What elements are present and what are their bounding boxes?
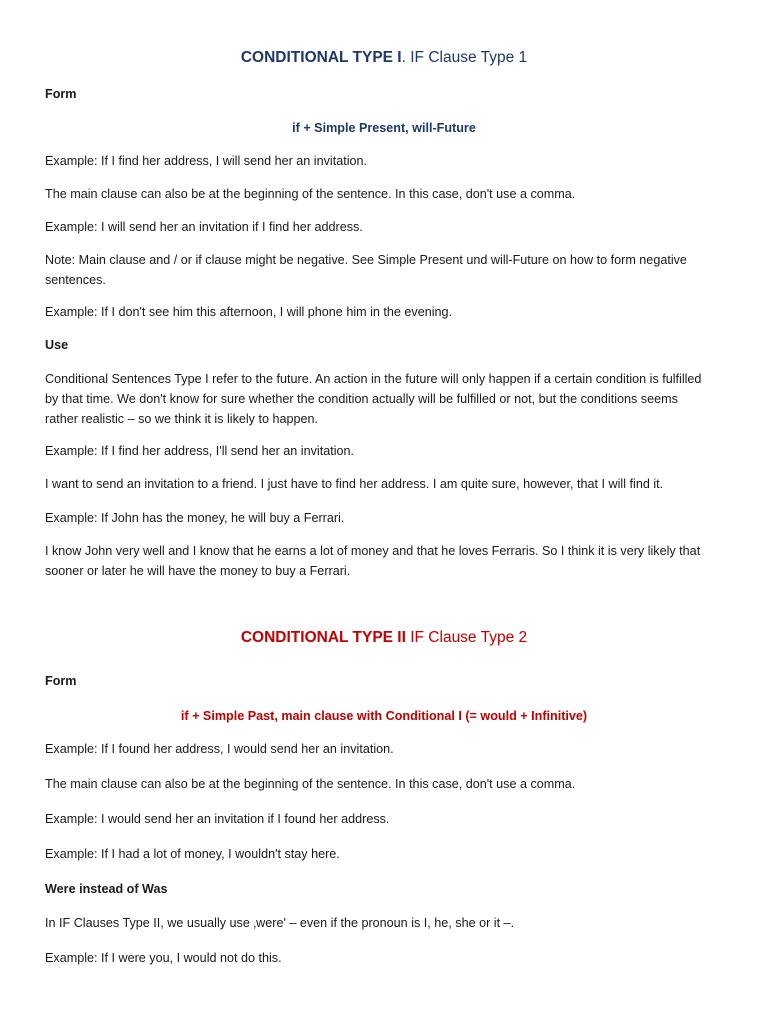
section2-formula: if + Simple Past, main clause with Conditional I (= would + Infinitive) — [180, 709, 588, 723]
section2-were-text: In IF Clauses Type II, we usually use ‚were' – even if the pronoun is I, he, she or it –. — [45, 916, 515, 930]
section2-example4: Example: If I were you, I would not do this. — [45, 951, 282, 965]
section2-heading-bold: CONDITIONAL TYPE II — [240, 629, 406, 646]
section1-use-label: Use — [45, 338, 69, 352]
section1-form-label: Form — [45, 87, 77, 101]
section1-example4: Example: If I find her address, I'll send her an invitation. — [45, 444, 355, 458]
section1-heading — [0, 47, 768, 69]
section1-note-line2: sentences. — [45, 273, 106, 287]
section1-example5: Example: If John has the money, he will buy a Ferrari. — [45, 511, 345, 525]
section1-example2: Example: I will send her an invitation if I find her address. — [45, 220, 363, 234]
section1-use-line1: Conditional Sentences Type I refer to the future. An action in the future will only happen if a certain condition is fulfilled — [45, 372, 702, 386]
section1-explain1: I want to send an invitation to a friend. I just have to find her address. I am quite sure, however, that I will find it. — [45, 477, 664, 491]
section1-heading-rest: . IF Clause Type 1 — [401, 49, 528, 66]
section1-use-line2: by that time. We don't know for sure whether the condition actually will be fulfilled or not, but the conditions seems — [45, 392, 678, 406]
section2-heading-rest: IF Clause Type 2 — [405, 629, 528, 646]
section1-heading-bold: CONDITIONAL TYPE I — [240, 49, 402, 66]
section2-main-clause-note: The main clause can also be at the beginning of the sentence. In this case, don't use a comma. — [45, 777, 576, 791]
section2-example1: Example: If I found her address, I would send her an invitation. — [45, 742, 394, 756]
section2-example2: Example: I would send her an invitation if I found her address. — [45, 812, 390, 826]
section2-heading — [0, 627, 768, 649]
section2-were-label: Were instead of Was — [45, 882, 168, 896]
section2-example3: Example: If I had a lot of money, I wouldn't stay here. — [45, 847, 340, 861]
section1-example1: Example: If I find her address, I will send her an invitation. — [45, 154, 368, 168]
section1-note-line1: Note: Main clause and / or if clause might be negative. See Simple Present und will-Future on how to form negative — [45, 253, 687, 267]
section2-form-label: Form — [45, 674, 77, 688]
section1-main-clause-note: The main clause can also be at the beginning of the sentence. In this case, don't use a comma. — [45, 187, 576, 201]
section1-use-line3: rather realistic – so we think it is likely to happen. — [45, 412, 318, 426]
section1-formula: if + Simple Present, will-Future — [292, 121, 476, 135]
section1-explain2-line1: I know John very well and I know that he earns a lot of money and that he loves Ferraris. So I think it is very likely that — [45, 544, 701, 558]
section1-explain2-line2: sooner or later he will have the money to buy a Ferrari. — [45, 564, 351, 578]
section1-example3: Example: If I don't see him this afternoon, I will phone him in the evening. — [45, 305, 453, 319]
